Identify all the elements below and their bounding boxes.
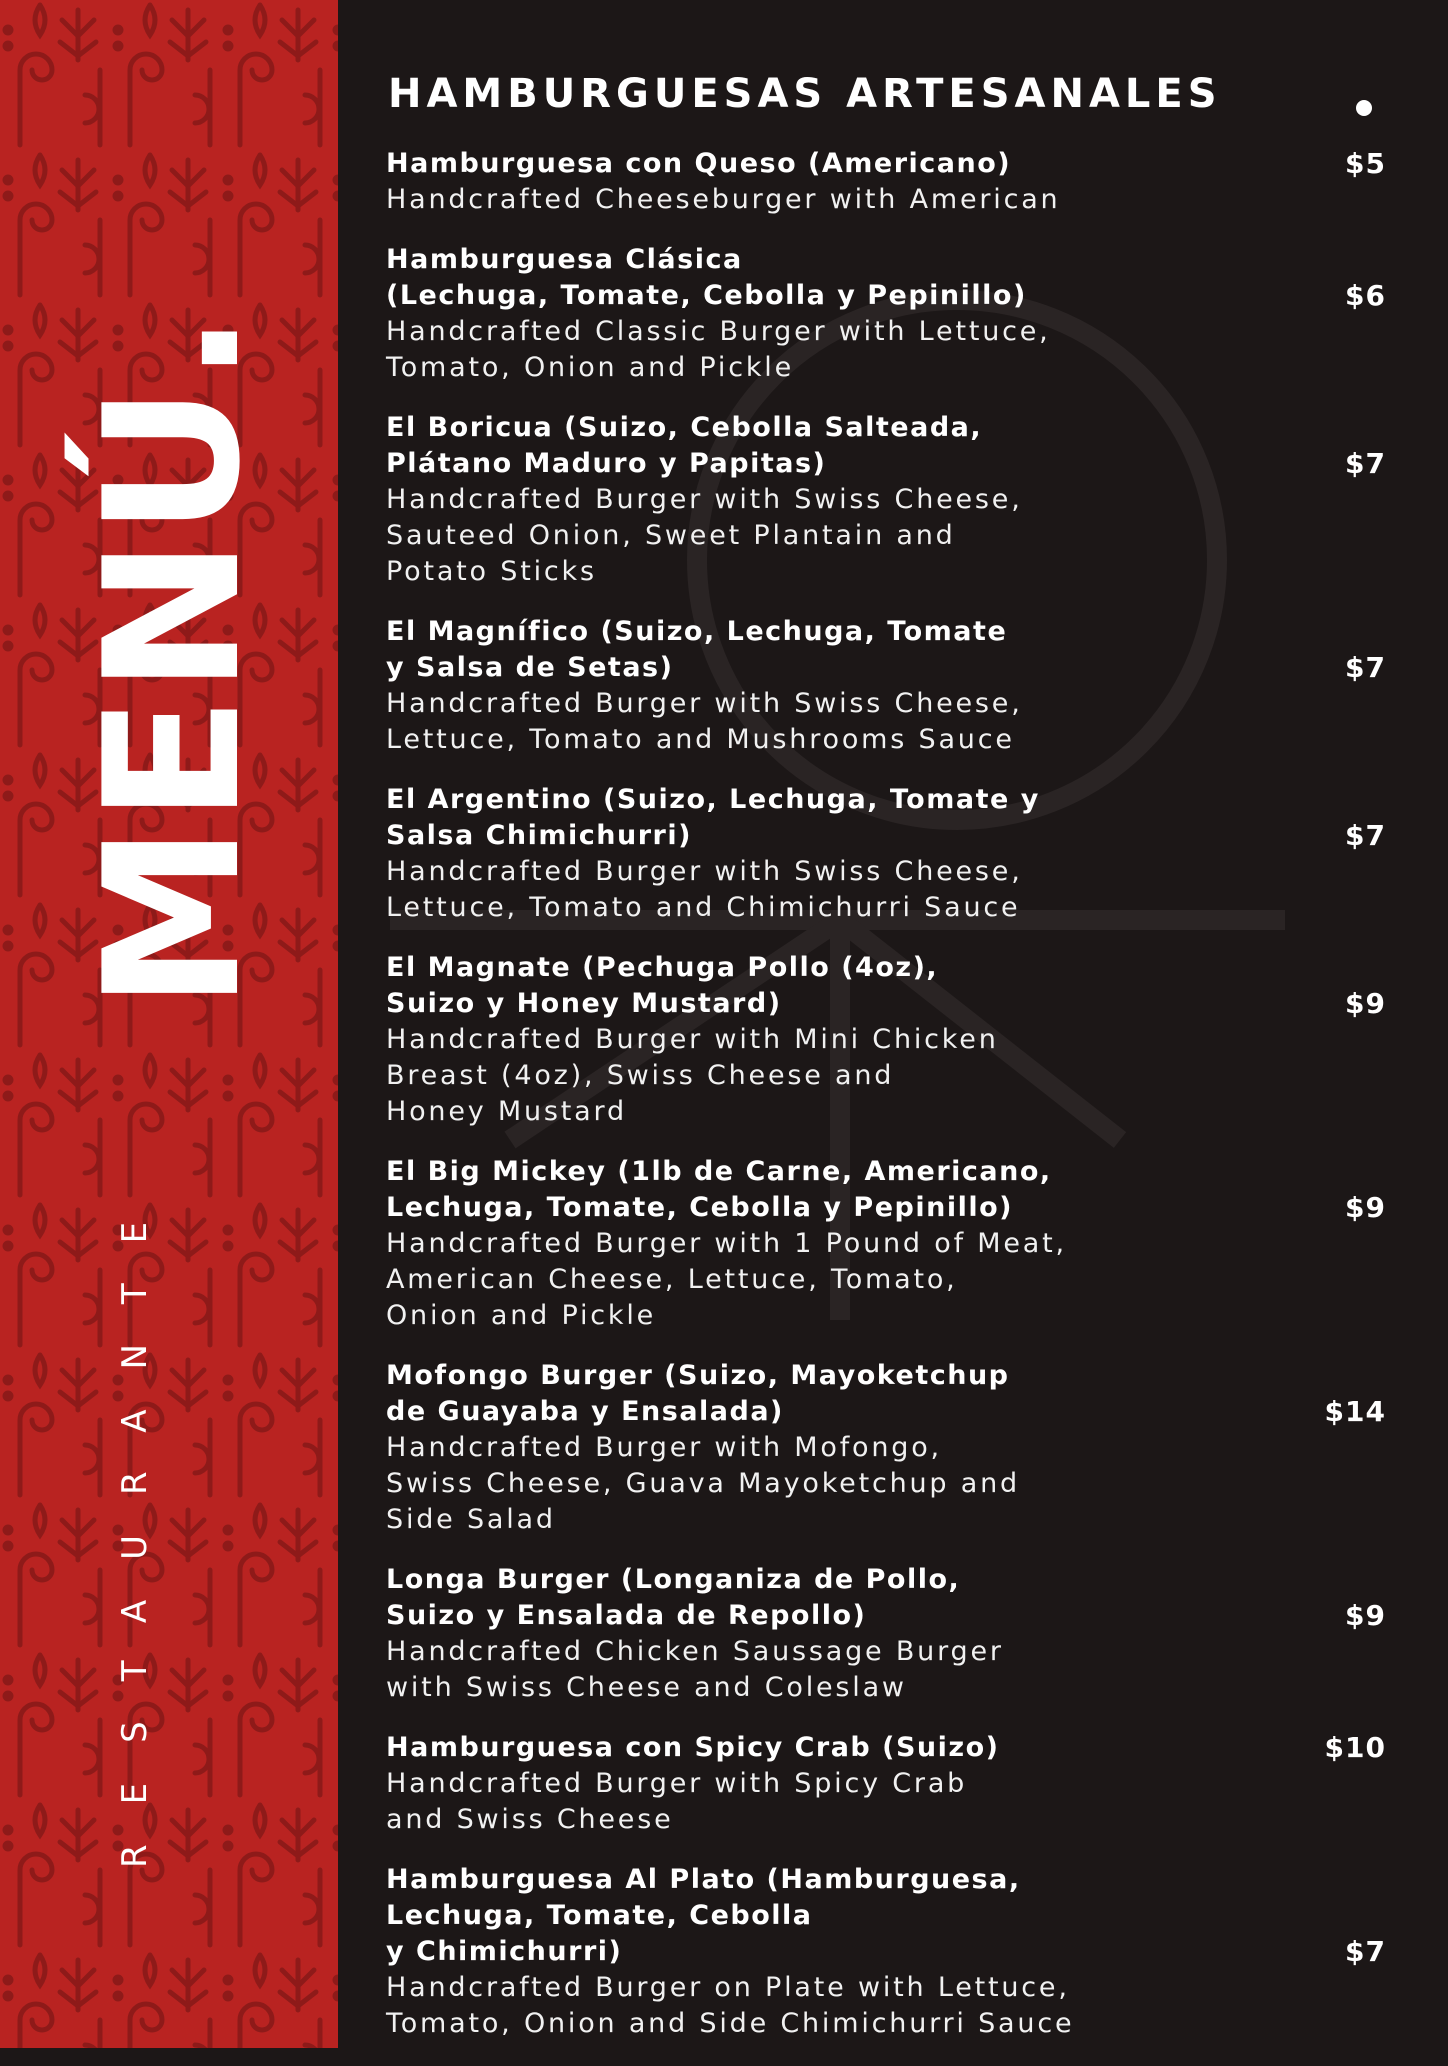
item-price: $10 — [1324, 1731, 1386, 1764]
menu-item — [386, 242, 1386, 386]
item-description: Handcrafted Burger with Mofongo, Swiss Cheese, Guava Mayoketchup and Side Salad — [386, 1432, 1020, 1535]
item-description: Handcrafted Burger with 1 Pound of Meat, American Cheese, Lettuce, Tomato, Onion and Pickle — [386, 1228, 1067, 1331]
menu-item — [386, 146, 1386, 218]
item-name: Hamburguesa con Spicy Crab (Suizo) — [386, 1732, 1000, 1763]
menu-item — [386, 950, 1386, 1130]
item-description: Handcrafted Burger with Spicy Crab and Swiss Cheese — [386, 1768, 968, 1835]
menu-item — [386, 410, 1386, 590]
item-name: El Magnate (Pechuga Pollo (4oz), Suizo y Honey Mustard) — [386, 952, 939, 1019]
item-description: Handcrafted Cheeseburger with American — [386, 184, 1061, 215]
item-description: Handcrafted Burger with Swiss Cheese, Sauteed Onion, Sweet Plantain and Potato Sticks — [386, 484, 1023, 587]
item-price: $7 — [1345, 651, 1386, 684]
item-description: Handcrafted Burger with Swiss Cheese, Lettuce, Tomato and Mushrooms Sauce — [386, 688, 1023, 755]
item-name: El Big Mickey (1lb de Carne, Americano, Lechuga, Tomate, Cebolla y Pepinillo) — [386, 1156, 1052, 1223]
section-title — [388, 70, 1396, 118]
item-price: $14 — [1324, 1395, 1386, 1428]
item-description: Handcrafted Burger with Swiss Cheese, Lettuce, Tomato and Chimichurri Sauce — [386, 856, 1023, 923]
item-price: $7 — [1345, 1935, 1386, 1968]
item-price: $7 — [1345, 447, 1386, 480]
item-description: Handcrafted Classic Burger with Lettuce, Tomato, Onion and Pickle — [386, 316, 1051, 383]
menu-content — [386, 70, 1396, 2066]
item-description: Handcrafted Chicken Saussage Burger with Swiss Cheese and Coleslaw — [386, 1636, 1004, 1703]
item-price: $7 — [1345, 819, 1386, 852]
section-title-text: HAMBURGUESAS ARTESANALES — [388, 71, 1222, 117]
item-price: $5 — [1345, 147, 1386, 180]
menu-item — [386, 782, 1386, 926]
item-price: $6 — [1345, 279, 1386, 312]
sidebar-panel — [0, 0, 338, 2048]
item-name: El Boricua (Suizo, Cebolla Salteada, Plátano Maduro y Papitas) — [386, 412, 983, 479]
menu-items-list — [386, 146, 1396, 2042]
item-name: Hamburguesa Clásica (Lechuga, Tomate, Cebolla y Pepinillo) — [386, 244, 1027, 311]
menu-item — [386, 1562, 1386, 1706]
item-name: El Magnífico (Suizo, Lechuga, Tomate y Salsa de Setas) — [386, 616, 1008, 683]
item-name: Longa Burger (Longaniza de Pollo, Suizo y Ensalada de Repollo) — [386, 1564, 961, 1631]
item-name: El Argentino (Suizo, Lechuga, Tomate y Salsa Chimichurri) — [386, 784, 1040, 851]
menu-item — [386, 1154, 1386, 1334]
menu-item — [386, 614, 1386, 758]
menu-title: MENÚ. — [64, 310, 281, 1010]
menu-item — [386, 1862, 1386, 2042]
item-name: Hamburguesa Al Plato (Hamburguesa, Lechuga, Tomate, Cebolla y Chimichurri) — [386, 1864, 1021, 1967]
item-name: Mofongo Burger (Suizo, Mayoketchup de Guayaba y Ensalada) — [386, 1360, 1010, 1427]
restaurant-label: RESTAURANTE — [115, 1181, 155, 1868]
title-dot — [1356, 100, 1372, 116]
menu-item — [386, 1358, 1386, 1538]
item-description: Handcrafted Burger with Mini Chicken Breast (4oz), Swiss Cheese and Honey Mustard — [386, 1024, 999, 1127]
item-name: Hamburguesa con Queso (Americano) — [386, 148, 1012, 179]
item-price: $9 — [1345, 987, 1386, 1020]
item-description: Handcrafted Burger on Plate with Lettuce, Tomato, Onion and Side Chimichurri Sauce — [386, 1972, 1075, 2039]
item-price: $9 — [1345, 1599, 1386, 1632]
menu-item — [386, 1730, 1386, 1838]
decorative-pattern — [0, 0, 338, 2048]
item-price: $9 — [1345, 1191, 1386, 1224]
